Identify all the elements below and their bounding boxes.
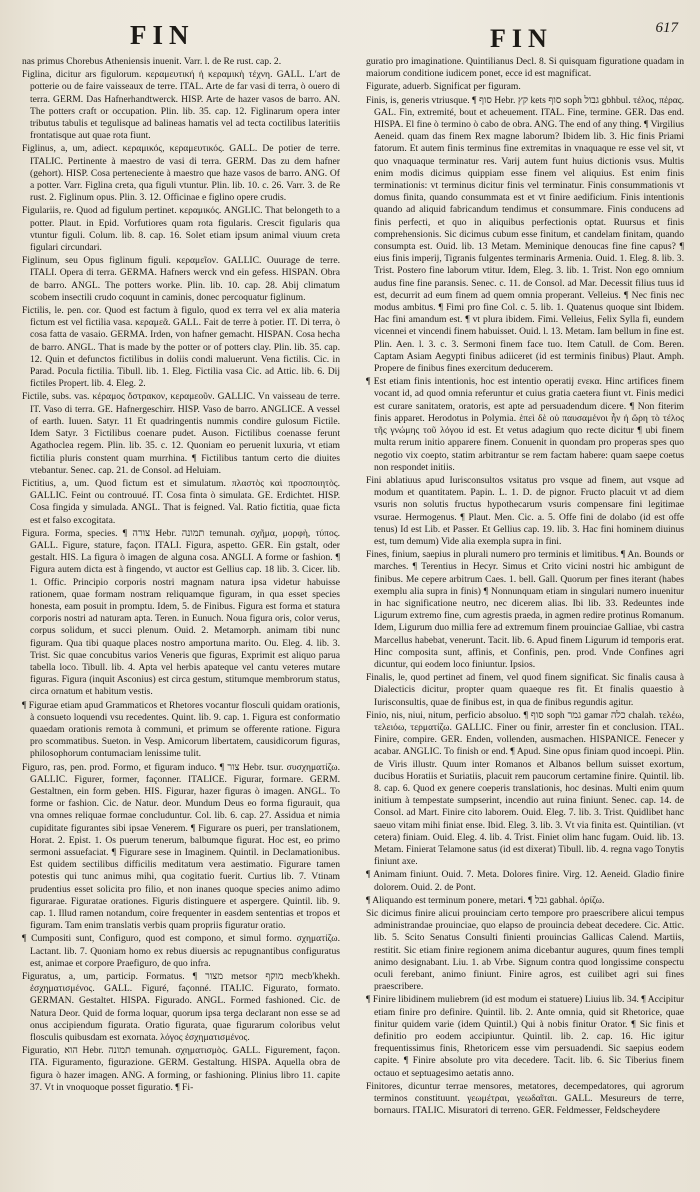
entry-paragraph: Finitores, dicuntur terrae mensores, metatores, decempedatores, qui agrorum terminos constituunt. γεωμέτραι, γεωδαῖται. GALL. Mesureurs de terre, bornaurs. ITALIC. Misuratori di terreno. GER. Feldmesser, Feldscheydere — [366, 1080, 684, 1117]
entry-paragraph: Fictilis, le. pen. cor. Quod est factum à figulo, quod ex terra vel ex alia materia fictum est vel fictilia vasa. κεραμεᾶ. GALL. Fait de terre à potier. IT. Di terra, ò cosa fatta de vasaio. GERMA. Irden, von hafner gemacht. HISPAN. Cosa hecha de barro. ANGL. That is made by the potter or of potters clay. Plin. lib. 35. cap. 12. Quin et defunctos fictilibus in doliis condi maluerunt. Vena fictilis. Cic. in Parad. Pocula fictilia. Tibull. lib. 1. Eleg. Fictilia vasa Cic. ad Attic. lib. 6. Dij fictiles Propert. lib. 4. Eleg. 2. — [22, 305, 340, 390]
entry-paragraph: nas primus Chorebus Atheniensis inuenit. Varr. l. de Re rust. cap. 2. — [22, 56, 282, 67]
entry-paragraph: Fines, finium, saepius in plurali numero pro terminis et limitibus. ¶ An. Bounds or marches. ¶ Terentius in Hecyr. Simus et Crito vicini nostri hic ambigunt de finibus. Me cepere arbitrum Caes. 1. bell. Gall. Quorum per fines iterant (habes exemplu alia supra in finis) ¶ Nonnunquam etiam in singulari numero inuenitur in hac significatione neutro, nec dicerem alias. Ibi lib. 33. Redeuntes inde Ligurum extremo fine, cum agrestis praeda, in agmen redire protinus Romanum. Idem, Ligurum duo millia fere ad extremum finem prouinciae Galliae, vbi castra Marcellus habebat, venerunt. Tacit. lib. 6. Apud finem Ligurum id temporis erat. Hinc composita sunt, affinis, et Confinis, pen. prod. Vnde Confines agri dicuntur, qui eodem loco finiuntur. Ipsios. — [366, 549, 684, 670]
entry-paragraph: Figulariis, re. Quod ad figulum pertinet. κεραμικός. ANGLIC. That belongeth to a potter. Plaut. in Epid. Vorfutiores quam rota figularis. Crescit figularis qua vtuntur figuli. Colum. lib. 8. cap. 16. Solet etiam ipsum animal viuum creta figulari circundari. — [22, 205, 340, 254]
entry-paragraph: ¶ Est etiam finis intentionis, hoc est intentio operatij ενεκα. Hinc artifices finem vocant id, ad quod omnia referuntur et cuius gratia caetera fiunt vt. Finis medici est curare sanitatem, oratoris, est apte ad persuadendum dicere. ¶ Non fiterim finis apparet. Herodotus in Polymia. ἐπεὶ δὲ οὐ παυσαμένοι ἦν ἡ ὥρη τὸ τέλος τῆς γνώμης τοῦ λόγου id est. Et vetus adagium quo recte dicitur ¶ ubi finem multa rerum initio apparere finem. Conuenit in quondam pro properas spes quo negotio vix coepto, statim arbitrantur se rem factam habere: quam saepe coetus non respondet initiis. — [366, 376, 684, 473]
entry-paragraph: Figuro, ras, pen. prod. Formo, et figuram induco. ¶ צור Hebr. tsur. συσχηματίζω. GALLIC. Figurer, former, façonner. ITALICE. Figurar, formare. GERM. Gestaltnen, ein form geben. HIS. Figurar, hazer figuras ò imagen. ANGL. To forme or fashion. Cic. de Natur. deor. Mundum Deus eo forma figurauit, qua vna omnes reliquae formae concluduntur. Col. lib. 6. cap. 27. Assidua et nimia cupiditate figurantes sibi ipsae Venerem. ¶ Figurare os pueri, per translationem, Horat. 2. Epist. 1. Os puerum tenerum, balbumque figurat. Hoc est, eo primo sermoni assuefaciat. ¶ Figurare sese in Imaginem. Quintil. in Declamationibus. Est quidem sectilibus difficilis meditatum vera aestimatio. Figurare tamen potestis qui tunc animus mihi, qua cogitatio fuerit. Curtius lib. 7. Vtinam prudentius esset solicita pro filio, et non inanes quoque species animo adimo figurarae. Figuratae orationes. Figuris distinguere et aspergere. Quintil. lib. 9. cap. 1. Illud ramen notandum, coire frequenter in easdem sententias et tropos et figuram. Tam enim translatis verbis quam propriis figuratur oratio. — [22, 761, 340, 932]
left-running-title: FIN — [130, 20, 195, 50]
running-head — [22, 14, 684, 56]
entry-paragraph: ¶ Figurae etiam apud Grammaticos et Rhetores vocantur flosculi quidam orationis, à consueto loquendi vsu recedentes. Quint. lib. 9. cap. 1. Figura est conformatio quaedam orationis remota à communi, et primum se offerente ratione. Figura pro scommatibus. Sueton. in Vesp. Amicorum libertatem, causidicorum figuras, philosophorum contumaciam lenissime tulit. — [22, 699, 340, 760]
entry-paragraph: Finis, is, generis vtriusque. ¶ סוף Hebr. קץ kets סוף soph גבול gbhbul. τέλος, πέρας. GAL. Fin, extremité, bout et acheuement. ITAL. Fine, termine. GER. Das end. HISPA. El fine ò termino ò cabo de obra. ANG. The end of any thing. ¶ Virgilius Aeneid. quam das finem Rex magne laborum? Ibidem lib. 3. Hic finis Priami fatorum. Et autem finis terminus fine extremitas in vnaquaque re esse vel sit, vt quo vnaquaque terminatur res. Varij autem funt huius dictionis vsus. Multis enim modis dicimus quippiam esse finem vel aliquius. Est enim finis terminationis: vt terminus dicitur finis vel terminatur. Finis consummationis vt domus finita, quando consummata est et vt finire aedificium. Finis intentionis quando ad aliquid fabricandum tendimus et consummare. Finis conducens ad finis perfecti, et quo in aliquibus perfectionis optat. Ruursus et finis comprehensionis. Sic dicimus cubum esse finitum, et candelam finitam, quando consumpta est. Ouid. lib. 13 Metam. Meminique denoucas fine fine capus? ¶ eius finis imperij, Tigranis fulgentes terminaris Armenia. Ouid. 1. Eleg. 8. lib. 3. Trist. Postero fine laborum vtitur. Idem, Eleg. 3. lib. 1. Trist. Non ego omnium audus fine fine paransis. Senec. c. 11. de Consol. ad Mar. Decessit filius tuus id est, decurrit ad eum finem ad quem omnia properant. Velleius. ¶ Nec finis nec modus ambitus. ¶ Fimi pro fine Col. c. 5. lib. 1. Quatenus quoque sint Ibidem. Hac fini amandum est. ¶ vt plura ibidem. Fimi. Velleius, Felix Sylla fi, eundem vicennei et vincendi finem habuisset. Ouid. l. 13. Metam. Iam bellum in fine est. Plin. Aen. l. 3. c. 3. Sermoni finem face tuo. Item Catull. de Com. Beren. Captam Asiam Aegypti finibus adiiceret (id est terminis finibus) Plaut. Amph. Propere de finibus fines exercitum deducerem. — [366, 94, 684, 375]
entry-paragraph: Figlinus, a, um, adiect. κεραμικός, κεραμευτικός. GALL. De potier de terre. ITALIC. Pertinente à maestro de vasi di terra. GERM. Das zu dem hafner (gehort). HISP. Cosa perteneciente à maestro que haze vasos de barro. ANG. Of a potter. Varr. Figlina creta, qua figuli vtuntur. Plin. lib. 10. c. 26. Varr. 3. de Re rust. 2. Figlinum opus. Plin. 3. 12. Officinae e figlino opere crudis. — [22, 143, 340, 204]
right-column — [366, 56, 684, 1118]
entry-paragraph: Fictitius, a, um. Quod fictum est et simulatum. πλαστὸς καὶ προσποιητὸς. GALLIC. Feint ou controuué. IT. Cosa finta ò simulata. GE. Erdichtet. HISP. Cosa fingida y simulada. ANGL. That is feigned. Val. Ratio fictitia, quae ficta est et falso excogitata. — [22, 477, 340, 526]
entry-paragraph: Figura. Forma, species. ¶ צורה Hebr. תמונה temunah. σχῆμα, μορφὴ, τύπος. GALL. Figure, stature, façon. ITALI. Figura, aspetto. GER. Ein gstalt, oder gestalt. HIS. La figura ò imagen de alguna cosa. ANGLI. A forme or fashion. ¶ Figura autem dicta est à fingendo, vt auctor est Gellius cap. 18 lib. 3. Cicer. lib. 1. Offic. Principio corporis nostri magnam natura ipsa videtur habuisse rationem, quae formam nostram reliquamque figuram, in qua esset species honesta, eam posuit in promptu. Idem, 5. de Finibus. Figura est forma et statura corporis nostri ad naturam apta. Teren. in Eunuch. Noua figura oris, color verus, corpus solidum, et succi plenum. Ouid. 2. Metamorph. animam tibi nunc figuram. Qua tibi quaque places nostro amportuna marito. Ou. Eleg. 4. lib. 3. Trist. Sic quae concubitus varios Veneris que figuras, Exprimit est aliquo parua tabella loco. Tibull. lib. 4. Apta vel herbis apateque vel cantu veteres mutare figuras. Figura (inquit Asconius) est circa gestum, stitumque membrorum status, circa ornatum et habitum vestis. — [22, 527, 341, 698]
entry-paragraph: Figlina, dicitur ars figulorum. κεραμευτική ἡ κεραμικὴ τέχνη. GALL. L'art de potterie ou de faire vaisseaux de terre. ITAL. Arte de far vasi di terra, ò ouero di terra. GERM. Das Hafnerhandtwerck. HISP. Arte de hazer vasos de barro. AN. The potters craft or occupation. Plin. lib. 35. cap. 12. Figlinarum opera inter tributus tabulis et tegulisque ad balineas hamatis vel ad tecta coctilibus lateritiis frontatisque aut quae rota fiunt. — [22, 69, 340, 142]
entry-paragraph: Figurate, aduerb. Significat per figuram. — [366, 81, 521, 93]
two-column-body — [22, 56, 684, 1118]
page-number: 617 — [655, 20, 678, 36]
entry-paragraph: Figuratio, הוא Hebr. תמונה temunah. σχηματισμὸς. GALL. Figurement, façon. ITA. Figuramento, figurazione. GERM. Gestaltung. HISPA. Aquella obra de figura ò hazer imagen. ANG. A forming, or fashioning. Plinius libro 11. capite 37. Vt in vnoquoque posset figuratio. ¶ Fi- — [22, 1045, 340, 1093]
entry-paragraph: Finalis, le, quod pertinet ad finem, vel quod finem significat. Sic finalis causa à Dialecticis dicitur, propter quam quaeque res fit. Et finalis quaestio à Iurisconsultis, quae de finibus est, in qua de finibus regundis agitur. — [366, 672, 684, 708]
entry-paragraph: Fictile, subs. vas. κέραμος ὄστρακον, κεραμεοῦν. GALLIC. Vn vaisseau de terre. IT. Vaso di terra. GE. Hafnergeschirr. HISP. Vaso de barro. ANGLICE. A vessel of earth. Iuuen. Satyr. 11 Et quadringentis nummis condire gulosum Fictile. Idem Satyr. 3 Fictilibus coenare pudet. Auson. Fictilibus coenasse ferunt Agathoclea regem. Plin. lib. 35. c. 12. Quoniam eo peruenit luxuria, vt etiam fictilia pluris constent quam murrhina. ¶ Fictilibus tantum certo die diuites vtebantur. Senec. cap. 21. de Consol. ad Heluiam. — [22, 391, 340, 476]
right-running-title: FIN — [490, 24, 553, 53]
entry-paragraph: Sic dicimus finire alicui prouinciam certo tempore pro praescribere alicui tempus administrandae prouinciae, quo elapso de prouincia debeat decedere. Cic. Attic. lib. 5. Scito Senatus Consulti finienti prouincias Gallicas Calend. Martiis, restitit. Sic etiam finire regionem anima dicebantur augures, quum fines templi animo designabant. Liu. 1. ab Vrbe. Signum contra quod longissime conspectu oculi ferebant, animo finiunt. Finire agros, est cuilibet agri sui fines praescribere. — [366, 908, 684, 993]
entry-paragraph: ¶ Finire libidinem muliebrem (id est modum ei statuere) Liuius lib. 34. ¶ Accipitur etiam finire pro definire. Quintil. lib. 2. Ante omnia, quid sit Rhetorice, quae finitur quidem varie (idem Quintil.) Qui à nobis finitur Orator. ¶ Sic finis et definitio pro eodem accipiuntur. Quintil. lib. 2. cap. 16. Hic igitur frequentissimus finis, Rhetoricem esse vim persuadendi. Sic saepius eodem capite. ¶ Finire absolute pro vita decedere. Tacit. lib. 6. Sic Tiberius finem octauo et septuagesimo aetatis anno. — [366, 994, 684, 1079]
entry-paragraph: ¶ Cumpositi sunt, Configuro, quod est compono, et simul formo. σχηματίζω. Lactant. lib. 7. Quoniam homo ex rebus diuersis ac repugnantibus configuratus est, animae et corpore Praefiguro, de quo infra. — [22, 933, 340, 969]
entry-paragraph: ¶ Aliquando est terminum ponere, metari. ¶ גבל gabhal. ὁρίζω. — [366, 894, 605, 906]
entry-paragraph: Finio, nis, niui, nitum, perficio absoluo. ¶ סוף soph גמר gamar כלה chalah. τελέω, τελειόω, τερματίζω. GALLIC. Finer ou finir, arrester fin et conclusion. ITAL. Finire, compire. GER. Enden, vollenden, ausmachen. HISPANICE. Fenecer y acabar. ANGLIC. To finish or end. ¶ Apud. Sine opus finiam quod incoepi. Plin. de Viris illustr. Quum inter Romanos et Albanos bellum suisset exortum, ducibus Horatiis et Suriatiis, placuit rem paucorum certamine finire. Quintil. lib. 8. cap. 6. Quod ex genere coeperis translationis, hoc desinas. Multi enim quum initium à tempestate sumpserint, incendio aut ruina finiunt. Senec. cap. 14. de Consol. ad Mart. Finire cito laborem. Ouid. Eleg. 7. lib. 3. Trist. Quidlibet hanc saeuo vitam mihi finiat ense. Ibid. Eleg. 3. lib. 3. Vt via finita est. Quintilian. (vt cetera) finiam. Ouid. Eleg. 4. lib. 4. Trist. Finiet olim hanc fugam. Ouid. lib. 13. Metam. Finierat Telamone satus (id est dixerat) Tibull. lib. 4. regna vago Tonytis finiunt axe. — [366, 709, 684, 868]
entry-paragraph: ¶ Animam finiunt. Ouid. 7. Meta. Dolores finire. Virg. 12. Aeneid. Gladio finire dolorem. Ouid. 2. de Pont. — [366, 869, 684, 893]
entry-paragraph: Figlinum, seu Opus figlinum figuli. κεραμεῖον. GALLIC. Ouurage de terre. ITALI. Opera di terra. GERMA. Hafners werck vnd ein gefess. HISPAN. Obra de barro. ANGL. The potters worke. Plin. lib. 10. cap. 28. Abij climatum scobem insectili crudo coquunt in caminis, donec percoquatur figlinum. — [22, 255, 340, 303]
entry-paragraph: Fini ablatiuus apud Iurisconsultos vsitatus pro vsque ad finem, aut vsque ad modum et quantitatem. Papin. L. 1. D. de pignor. Fructo placuit vt ad diem vsuris non solutis fructus hypothecarum vsuris compensare fini legitimae vsurae. Hermogenus. ¶ Plaut. Men. Cic. a. 5. Offe fini de dolabo (id est offe tenus) Id est Lib. et Passer. Et Gellius cap. 19. lib. 3. Hac fini hominem diuinus est, tum demum) Vide alia exempla supra in fini. — [366, 474, 684, 547]
entry-paragraph: guratio pro imaginatione. Quintilianus Decl. 8. Si quisquam figuratione quadam in maiorum conditione iudicem ponet, ecce id est magnificat. — [366, 56, 684, 80]
left-column — [22, 56, 340, 1118]
entry-paragraph: Figuratus, a, um, particip. Formatus. ¶ מצור metsor מוקף mecb'khekh. ἐσχηματισμένος. GALL. Figuré, façonné. ITALIC. Figurato, formato. GERMAN. Gestaltet. HISPA. Figurado. ANGL. Formed fashioned. Cic. de Natura Deor. Quid de forma loquar, quorum ipsa terga declarant non esse se ad onus accipiendum figurata. Oratio figurata, quae figurarum coloribus velut flosculis quibusdam est exornata. λόγος ἐσχηματισμένος. — [22, 971, 340, 1044]
